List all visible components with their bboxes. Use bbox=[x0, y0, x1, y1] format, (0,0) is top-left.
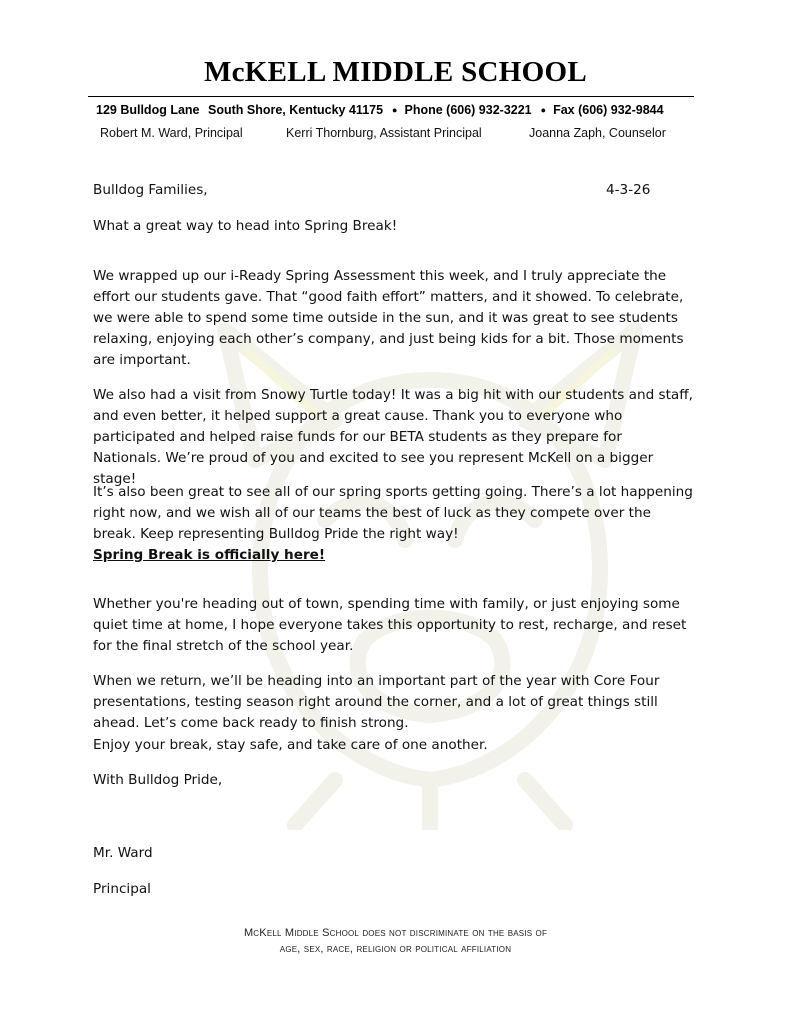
spring-break-heading: Spring Break is officially here! bbox=[93, 547, 326, 563]
bullet-icon: ● bbox=[540, 105, 547, 115]
paragraph-break-wishes: Whether you're heading out of town, spending time with family, or just enjoying some quiet time at home, I hope everyone takes this opportunity to rest, recharge, and reset for the final stretch of the school year. bbox=[93, 595, 687, 654]
signature-name: Mr. Ward bbox=[93, 845, 153, 861]
paragraph-assessment: We wrapped up our i-Ready Spring Assessment this week, and I truly appreciate the effort our students gave. That “good faith effort” matters, and it showed. To celebrate, we were able to spend some time outside in the sun, and it was great to see students relaxing, enjoying each other’s company, and just being kids for a bit. Those moments are important. bbox=[93, 267, 684, 368]
school-city: South Shore, Kentucky 41175 bbox=[207, 103, 384, 117]
school-fax: Fax (606) 932-9844 bbox=[553, 103, 664, 117]
footer-notice-line-2: age, sex, race, religion or political affiliation bbox=[279, 943, 512, 955]
school-address: 129 Bulldog Lane bbox=[96, 103, 200, 117]
staff-assistant-principal: Kerri Thornburg, Assistant Principal bbox=[286, 126, 482, 140]
staff-principal: Robert M. Ward, Principal bbox=[100, 126, 243, 140]
footer-notice-line-1: McKell Middle School does not discriminate on the basis of bbox=[243, 927, 548, 939]
bullet-icon: ● bbox=[392, 105, 398, 115]
opening-line: What a great way to head into Spring Break! bbox=[93, 218, 398, 234]
contact-line bbox=[96, 103, 664, 117]
salutation: Bulldog Families, bbox=[93, 182, 208, 198]
paragraph-snowy-turtle: We also had a visit from Snowy Turtle today! It was a big hit with our students and staff, and even better, it helped support a great cause. Thank you to everyone who participated and helped raise funds for our BETA students as they prepare for Nationals. We’re proud of you and excited to see you represent McKell on a bigger stage! bbox=[93, 386, 693, 487]
closing: With Bulldog Pride, bbox=[93, 772, 223, 788]
paragraph-enjoy-break: Enjoy your break, stay safe, and take care of one another. bbox=[93, 737, 488, 753]
school-name: McKELL MIDDLE SCHOOL bbox=[203, 56, 588, 88]
staff-counselor: Joanna Zaph, Counselor bbox=[529, 126, 666, 140]
school-phone: Phone (606) 932-3221 bbox=[404, 103, 532, 117]
paragraph-return: When we return, we’ll be heading into an important part of the year with Core Four presentations, testing season right around the corner, and a lot of great things still ahead. Let’s come back ready to finish strong. bbox=[93, 672, 660, 731]
signature-title: Principal bbox=[93, 881, 151, 897]
header-divider bbox=[88, 96, 694, 97]
letter-date: 4-3-26 bbox=[606, 182, 651, 198]
paragraph-spring-sports: It’s also been great to see all of our spring sports getting going. There’s a lot happening right now, and we wish all of our teams the best of luck as they compete over the break. Keep representing Bulldog Pride the right way! bbox=[93, 483, 693, 542]
